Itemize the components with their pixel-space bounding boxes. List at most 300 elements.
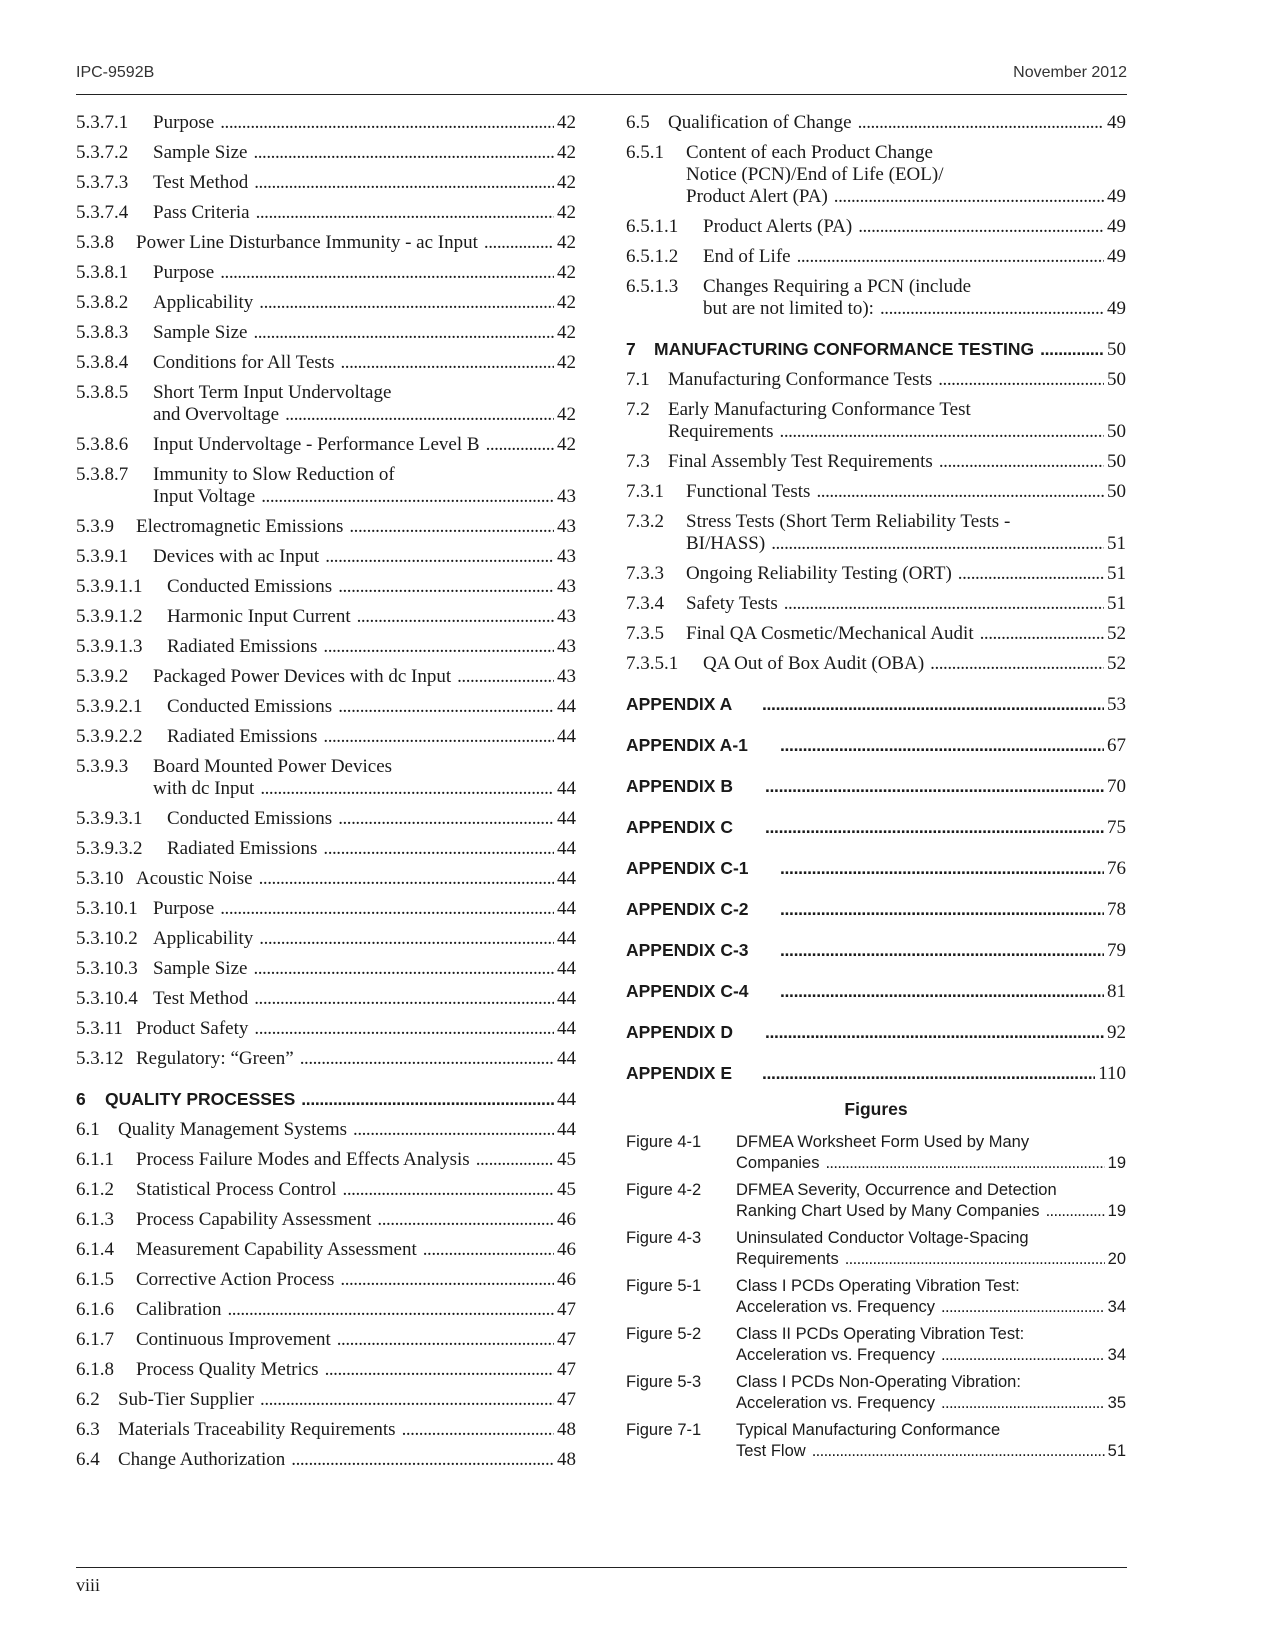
toc-entry[interactable] <box>76 1299 576 1321</box>
entry-title: Continuous Improvement <box>136 1329 331 1350</box>
entry-page-number: 44 <box>557 1089 576 1110</box>
toc-entry[interactable] <box>76 1179 576 1201</box>
toc-entry[interactable] <box>76 696 576 718</box>
entry-number: APPENDIX C-1 <box>626 858 749 878</box>
entry-number: 7.3.4 <box>626 593 664 614</box>
toc-entry[interactable] <box>626 939 1126 962</box>
entry-page-number: 81 <box>1107 981 1126 1002</box>
toc-entry[interactable] <box>76 808 576 830</box>
entry-page-number: 67 <box>1107 735 1126 756</box>
dot-leader <box>259 928 554 950</box>
toc-entry[interactable] <box>626 563 1126 585</box>
entry-page-number: 42 <box>557 434 576 455</box>
toc-entry[interactable] <box>626 623 1126 645</box>
toc-entry[interactable] <box>626 1420 1126 1462</box>
entry-number: APPENDIX C-3 <box>626 940 749 960</box>
toc-entry[interactable] <box>626 1180 1126 1222</box>
toc-entry[interactable] <box>626 1372 1126 1414</box>
entry-number: Figure 4-3 <box>626 1229 702 1247</box>
entry-page-number: 50 <box>1107 451 1126 472</box>
entry-title: Final QA Cosmetic/Mechanical Audit <box>686 623 974 644</box>
entry-title: Radiated Emissions <box>167 726 318 747</box>
entry-title: Immunity to Slow Reduction of <box>153 464 395 485</box>
dot-leader <box>220 262 554 284</box>
toc-entry[interactable] <box>76 958 576 980</box>
entry-number: 7.3.3 <box>626 563 664 584</box>
entry-number: APPENDIX A-1 <box>626 735 748 755</box>
entry-number: 5.3.11 <box>76 1018 123 1039</box>
entry-number: 6.1.6 <box>76 1299 114 1320</box>
entry-title: Devices with ac Input <box>153 546 320 567</box>
entry-page-number: 46 <box>557 1209 576 1230</box>
dot-leader <box>780 734 1104 756</box>
dot-leader <box>780 939 1104 961</box>
entry-page-number: 76 <box>1107 858 1126 879</box>
toc-entry[interactable] <box>76 202 576 224</box>
dot-leader <box>762 693 1104 715</box>
dot-leader <box>771 533 1104 555</box>
toc-entry[interactable] <box>76 172 576 194</box>
entry-title: End of Life <box>703 246 791 267</box>
entry-number: APPENDIX C <box>626 817 733 837</box>
dot-leader <box>958 563 1104 585</box>
toc-entry[interactable] <box>626 112 1126 134</box>
toc-entry[interactable] <box>76 1149 576 1171</box>
toc-entry[interactable] <box>76 1209 576 1231</box>
entry-number: 5.3.10.4 <box>76 988 138 1009</box>
toc-entry[interactable] <box>76 1449 576 1471</box>
toc-entry[interactable] <box>76 352 576 374</box>
entry-number: APPENDIX A <box>626 694 733 714</box>
entry-number: 5.3.9.2 <box>76 666 129 687</box>
entry-title: Corrective Action Process <box>136 1269 335 1290</box>
dot-leader <box>423 1239 554 1261</box>
entry-title: Radiated Emissions <box>167 636 318 657</box>
dot-leader <box>259 868 554 890</box>
entry-number: 6.5.1.1 <box>626 216 679 237</box>
toc-entry[interactable] <box>76 232 576 254</box>
entry-page-number: 34 <box>1107 1298 1126 1316</box>
entry-number: 7.3 <box>626 451 650 472</box>
toc-entry[interactable] <box>626 142 1126 208</box>
entry-number: 6.5 <box>626 112 650 133</box>
footer-rule <box>76 1567 1127 1568</box>
entry-number: 6.1.7 <box>76 1329 114 1350</box>
dot-leader <box>457 666 554 688</box>
dot-leader <box>323 636 554 658</box>
entry-title: Content of each Product Change <box>686 142 933 163</box>
entry-page-number: 49 <box>1107 298 1126 319</box>
entry-number: 5.3.9.2.2 <box>76 726 143 747</box>
dot-leader <box>254 988 554 1010</box>
entry-page-number: 47 <box>557 1299 576 1320</box>
entry-number: 5.3.8.7 <box>76 464 129 485</box>
toc-entry[interactable] <box>76 1329 576 1351</box>
entry-page-number: 79 <box>1107 940 1126 961</box>
toc-entry[interactable] <box>76 434 576 456</box>
entry-number: 6.5.1.3 <box>626 276 679 297</box>
dot-leader <box>220 898 554 920</box>
dot-leader <box>285 404 554 426</box>
entry-title: Final Assembly Test Requirements <box>668 451 933 472</box>
toc-entry[interactable] <box>76 1269 576 1291</box>
entry-title: Short Term Input Undervoltage <box>153 382 392 403</box>
entry-title: Changes Requiring a PCN (include <box>703 276 972 297</box>
entry-number: 5.3.8.6 <box>76 434 129 455</box>
dot-leader <box>765 816 1104 838</box>
entry-number: Figure 5-1 <box>626 1277 702 1295</box>
toc-entry[interactable] <box>626 775 1126 798</box>
toc-entry[interactable] <box>76 1018 576 1040</box>
entry-title: Sample Size <box>153 322 248 343</box>
entry-number: 6.1.2 <box>76 1179 114 1200</box>
entry-page-number: 52 <box>1107 623 1126 644</box>
entry-title: Class II PCDs Operating Vibration Test: <box>736 1325 1025 1343</box>
entry-page-number: 43 <box>557 486 576 507</box>
entry-page-number: 48 <box>557 1449 576 1470</box>
entry-page-number: 50 <box>1107 481 1126 502</box>
dot-leader <box>253 142 554 164</box>
dot-leader <box>858 216 1104 238</box>
dot-leader <box>325 546 554 568</box>
dot-leader <box>260 1389 554 1411</box>
toc-entry[interactable] <box>626 399 1126 443</box>
toc-entry[interactable] <box>626 338 1126 361</box>
entry-page-number: 51 <box>1107 563 1126 584</box>
toc-entry[interactable] <box>626 511 1126 555</box>
entry-page-number: 43 <box>557 576 576 597</box>
dot-leader <box>980 623 1104 645</box>
dot-leader <box>858 112 1104 134</box>
toc-entry[interactable] <box>76 576 576 598</box>
toc-entry[interactable] <box>76 756 576 800</box>
entry-title: Ranking Chart Used by Many Companies <box>736 1202 1040 1220</box>
entry-number: 6 <box>76 1089 86 1109</box>
entry-number: 5.3.8.5 <box>76 382 129 403</box>
dot-leader <box>343 1179 554 1201</box>
entry-page-number: 44 <box>557 958 576 979</box>
entry-number: 6.5.1.2 <box>626 246 679 267</box>
dot-leader <box>816 481 1104 503</box>
entry-number: 5.3.7.2 <box>76 142 129 163</box>
toc-entry[interactable] <box>76 262 576 284</box>
entry-title: Power Line Disturbance Immunity - ac Input <box>136 232 478 253</box>
entry-number: 6.5.1 <box>626 142 664 163</box>
entry-title: Manufacturing Conformance Tests <box>668 369 933 390</box>
entry-page-number: 44 <box>557 778 576 799</box>
entry-number: 5.3.10 <box>76 868 124 889</box>
entry-page-number: 45 <box>557 1179 576 1200</box>
toc-entry[interactable] <box>76 838 576 860</box>
toc-entry[interactable] <box>626 246 1126 268</box>
entry-page-number: 44 <box>557 928 576 949</box>
dot-leader <box>357 606 554 628</box>
entry-number: 7 <box>626 339 636 359</box>
entry-page-number: 53 <box>1107 694 1126 715</box>
entry-page-number: 50 <box>1107 369 1126 390</box>
entry-title: Applicability <box>153 292 254 313</box>
dot-leader <box>260 778 554 800</box>
dot-leader <box>300 1048 554 1070</box>
entry-title: Calibration <box>136 1299 222 1320</box>
entry-page-number: 42 <box>557 322 576 343</box>
entry-title: Conditions for All Tests <box>153 352 335 373</box>
entry-title: Input Undervoltage - Performance Level B <box>153 434 480 455</box>
entry-page-number: 78 <box>1107 899 1126 920</box>
dot-leader <box>797 246 1104 268</box>
entry-number: 7.1 <box>626 369 650 390</box>
entry-title: Functional Tests <box>686 481 811 502</box>
entry-number: 5.3.10.1 <box>76 898 138 919</box>
dot-leader <box>377 1209 554 1231</box>
entry-title: Requirements <box>736 1250 839 1268</box>
toc-entry[interactable] <box>626 857 1126 880</box>
entry-title: Safety Tests <box>686 593 778 614</box>
toc-entry[interactable] <box>626 593 1126 615</box>
dot-leader <box>1040 338 1104 360</box>
toc-entry[interactable] <box>626 898 1126 921</box>
toc-entry[interactable] <box>626 276 1126 320</box>
dot-leader <box>349 516 554 538</box>
toc-entry[interactable] <box>76 1239 576 1261</box>
entry-title: Requirements <box>668 421 774 442</box>
toc-entry[interactable] <box>76 1048 576 1070</box>
toc-right-entries <box>626 112 1126 1085</box>
entry-title: Uninsulated Conductor Voltage-Spacing <box>736 1229 1029 1247</box>
dot-leader <box>338 696 554 718</box>
toc-entry[interactable] <box>76 606 576 628</box>
entry-number: 5.3.8 <box>76 232 114 253</box>
entry-page-number: 45 <box>557 1149 576 1170</box>
entry-number: 6.3 <box>76 1419 100 1440</box>
entry-number: 5.3.9.1.2 <box>76 606 143 627</box>
dot-leader <box>340 352 554 374</box>
dot-leader <box>845 1249 1105 1270</box>
entry-title: Process Quality Metrics <box>136 1359 319 1380</box>
entry-title: Ongoing Reliability Testing (ORT) <box>686 563 952 584</box>
toc-entry[interactable] <box>626 653 1126 675</box>
toc-entry[interactable] <box>626 1276 1126 1318</box>
dot-leader <box>939 451 1104 473</box>
page-number: viii <box>76 1575 101 1595</box>
toc-entry[interactable] <box>626 451 1126 473</box>
entry-title: Acceleration vs. Frequency <box>736 1298 936 1316</box>
entry-page-number: 49 <box>1107 216 1126 237</box>
header-date: November 2012 <box>1013 64 1127 81</box>
entry-number: 5.3.9.1.1 <box>76 576 143 597</box>
entry-number: 5.3.10.3 <box>76 958 138 979</box>
entry-number: 5.3.7.3 <box>76 172 129 193</box>
entry-number: 5.3.12 <box>76 1048 124 1069</box>
dot-leader <box>254 1018 554 1040</box>
toc-entry[interactable] <box>76 928 576 950</box>
dot-leader <box>340 1269 554 1291</box>
toc-entry[interactable] <box>626 693 1126 716</box>
toc-entry[interactable] <box>626 481 1126 503</box>
dot-leader <box>338 808 554 830</box>
entry-page-number: 44 <box>557 1048 576 1069</box>
entry-page-number: 43 <box>557 636 576 657</box>
entry-page-number: 43 <box>557 546 576 567</box>
entry-title: Product Alert (PA) <box>686 186 828 207</box>
entry-title: Early Manufacturing Conformance Test <box>668 399 971 420</box>
dot-leader <box>780 898 1104 920</box>
entry-page-number: 42 <box>557 112 576 133</box>
entry-page-number: 44 <box>557 838 576 859</box>
entry-title: Statistical Process Control <box>136 1179 337 1200</box>
toc-entry[interactable] <box>626 369 1126 391</box>
dot-leader <box>765 1021 1104 1043</box>
entry-number: APPENDIX C-4 <box>626 981 749 1001</box>
toc-entry[interactable] <box>76 636 576 658</box>
entry-page-number: 42 <box>557 202 576 223</box>
toc-entry[interactable] <box>76 666 576 688</box>
toc-entry[interactable] <box>76 1419 576 1441</box>
toc-entry[interactable] <box>76 1389 576 1411</box>
toc-entry[interactable] <box>76 464 576 508</box>
entry-number: 5.3.9.3.2 <box>76 838 143 859</box>
toc-entry[interactable] <box>76 516 576 538</box>
toc-entry[interactable] <box>626 980 1126 1003</box>
toc-entry[interactable] <box>76 1119 576 1141</box>
entry-title: Companies <box>736 1154 820 1172</box>
entry-page-number: 50 <box>1107 421 1126 442</box>
entry-number: APPENDIX E <box>626 1063 732 1083</box>
dot-leader <box>254 172 554 194</box>
dot-leader <box>325 1359 554 1381</box>
entry-number: 5.3.8.4 <box>76 352 129 373</box>
entry-page-number: 44 <box>557 696 576 717</box>
toc-entry[interactable] <box>626 816 1126 839</box>
toc-entry[interactable] <box>76 142 576 164</box>
entry-page-number: 51 <box>1107 1442 1126 1460</box>
entry-title: Purpose <box>153 112 215 133</box>
entry-page-number: 47 <box>557 1329 576 1350</box>
entry-title: Applicability <box>153 928 254 949</box>
entry-page-number: 44 <box>557 988 576 1009</box>
entry-title: Electromagnetic Emissions <box>136 516 344 537</box>
header-doc-id: IPC-9592B <box>76 64 155 81</box>
toc-entry[interactable] <box>76 382 576 426</box>
dot-leader <box>256 202 554 224</box>
toc-entry[interactable] <box>626 1021 1126 1044</box>
header-rule <box>76 94 1127 95</box>
entry-page-number: 42 <box>557 172 576 193</box>
toc-entry[interactable] <box>76 292 576 314</box>
dot-leader <box>1046 1201 1105 1222</box>
entry-page-number: 43 <box>557 516 576 537</box>
toc-entry[interactable] <box>76 546 576 568</box>
toc-entry[interactable] <box>76 1359 576 1381</box>
entry-title: Sample Size <box>153 958 248 979</box>
entry-number: 6.1.1 <box>76 1149 114 1170</box>
entry-title: Materials Traceability Requirements <box>118 1419 396 1440</box>
entry-title: Input Voltage <box>153 486 256 507</box>
dot-leader <box>941 1345 1105 1366</box>
dot-leader <box>301 1088 554 1110</box>
entry-page-number: 42 <box>557 404 576 425</box>
entry-page-number: 44 <box>557 1119 576 1140</box>
figures-heading: Figures <box>844 1099 908 1119</box>
entry-number: Figure 7-1 <box>626 1421 702 1439</box>
entry-title: MANUFACTURING CONFORMANCE TESTING <box>654 339 1035 359</box>
toc-entry[interactable] <box>76 868 576 890</box>
entry-title: Process Capability Assessment <box>136 1209 372 1230</box>
entry-page-number: 44 <box>557 898 576 919</box>
entry-title: Conducted Emissions <box>167 576 333 597</box>
dot-leader <box>941 1393 1105 1414</box>
entry-title: Sub-Tier Supplier <box>118 1389 255 1410</box>
entry-number: APPENDIX B <box>626 776 733 796</box>
toc-entry[interactable] <box>76 726 576 748</box>
toc-entry[interactable] <box>76 112 576 134</box>
dot-leader <box>930 653 1104 675</box>
toc-entry[interactable] <box>626 1228 1126 1270</box>
dot-leader <box>486 434 554 456</box>
toc-entry[interactable] <box>76 988 576 1010</box>
entry-title: Board Mounted Power Devices <box>153 756 393 777</box>
entry-number: Figure 4-2 <box>626 1181 702 1199</box>
dot-leader <box>941 1297 1105 1318</box>
entry-title: DFMEA Worksheet Form Used by Many <box>736 1133 1030 1151</box>
toc-entry[interactable] <box>76 1088 576 1111</box>
entry-page-number: 75 <box>1107 817 1126 838</box>
entry-number: 6.2 <box>76 1389 100 1410</box>
entry-page-number: 49 <box>1107 186 1126 207</box>
toc-entry[interactable] <box>626 734 1126 757</box>
dot-leader <box>825 1153 1104 1174</box>
entry-title: Product Alerts (PA) <box>703 216 853 237</box>
entry-page-number: 20 <box>1107 1250 1126 1268</box>
entry-number: Figure 4-1 <box>626 1133 702 1151</box>
entry-title: Notice (PCN)/End of Life (EOL)/ <box>686 164 944 185</box>
entry-number: 6.1 <box>76 1119 100 1140</box>
dot-leader <box>784 593 1104 615</box>
toc-entry[interactable] <box>626 216 1126 238</box>
toc-entry[interactable] <box>76 898 576 920</box>
toc-entry[interactable] <box>626 1132 1126 1174</box>
entry-title: Purpose <box>153 898 215 919</box>
entry-title: Product Safety <box>136 1018 249 1039</box>
entry-page-number: 49 <box>1107 246 1126 267</box>
entry-title: Test Method <box>153 172 249 193</box>
entry-title: Measurement Capability Assessment <box>136 1239 417 1260</box>
entry-page-number: 48 <box>557 1419 576 1440</box>
dot-leader <box>476 1149 554 1171</box>
dot-leader <box>337 1329 554 1351</box>
dot-leader <box>338 576 554 598</box>
entry-number: 6.1.3 <box>76 1209 114 1230</box>
entry-title: DFMEA Severity, Occurrence and Detection <box>736 1181 1057 1199</box>
toc-entry[interactable] <box>76 322 576 344</box>
entry-page-number: 52 <box>1107 653 1126 674</box>
dot-leader <box>220 112 554 134</box>
dot-leader <box>762 1062 1095 1084</box>
entry-page-number: 42 <box>557 262 576 283</box>
dot-leader <box>780 421 1104 443</box>
entry-page-number: 42 <box>557 292 576 313</box>
toc-entry[interactable] <box>626 1324 1126 1366</box>
entry-number: 7.3.5.1 <box>626 653 679 674</box>
dot-leader <box>938 369 1104 391</box>
entry-title: Radiated Emissions <box>167 838 318 859</box>
entry-page-number: 51 <box>1107 593 1126 614</box>
entry-title: Purpose <box>153 262 215 283</box>
entry-number: 5.3.9.1.3 <box>76 636 143 657</box>
toc-entry[interactable] <box>626 1062 1126 1085</box>
entry-number: 6.4 <box>76 1449 100 1470</box>
entry-title: Stress Tests (Short Term Reliability Tests - <box>686 511 1011 532</box>
